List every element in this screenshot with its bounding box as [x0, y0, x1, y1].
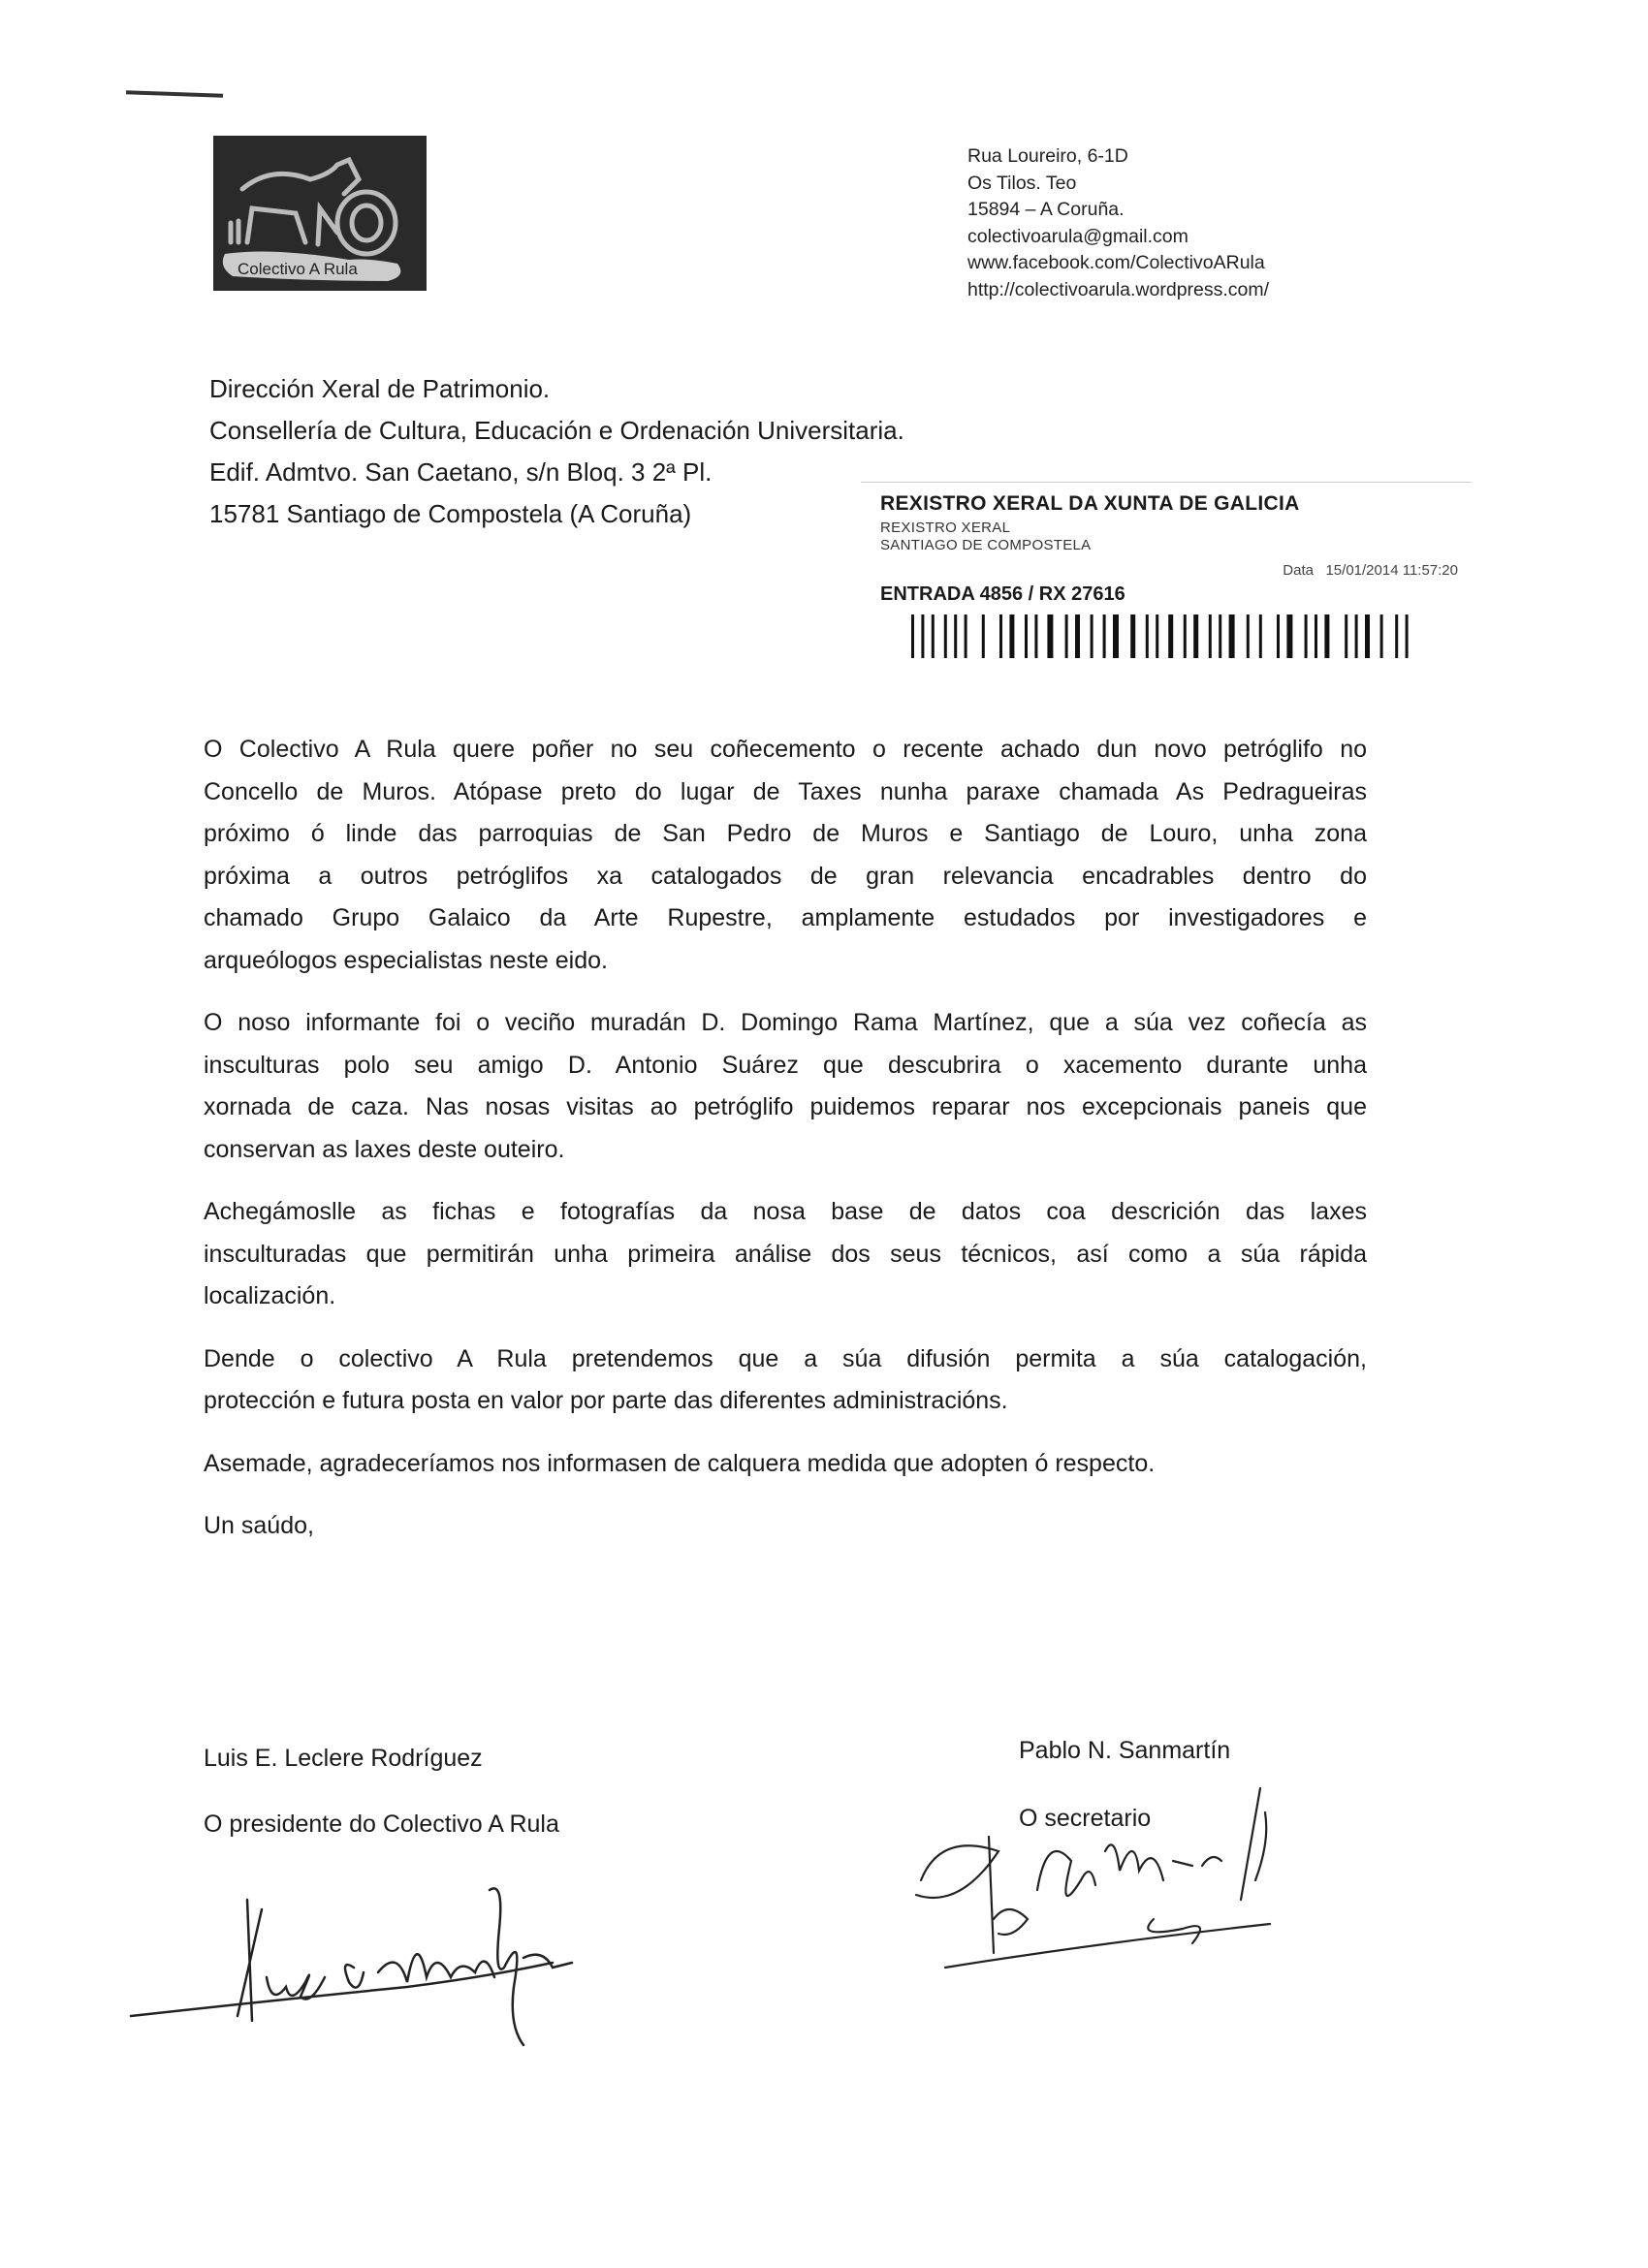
paragraph-line: chamado Grupo Galaico da Arte Rupestre, amplamente estudados por investigadores e — [204, 904, 1367, 931]
barcode-bar — [932, 614, 935, 658]
paragraph-line: conservan as laxes deste outeiro. — [204, 1135, 565, 1163]
barcode-bar — [1146, 614, 1149, 658]
letter-paragraph — [204, 1443, 1367, 1486]
address-email: colectivoarula@gmail.com — [967, 225, 1188, 247]
paragraph-line: Concello de Muros. Atópase preto do lugar de Taxes nunha paraxe chamada As Pedragueiras — [204, 777, 1367, 805]
barcode-bar — [1209, 614, 1212, 658]
barcode-bar — [1380, 614, 1383, 658]
barcode-bar — [1345, 614, 1347, 658]
barcode-bar — [1286, 614, 1292, 658]
barcode-bar — [1065, 614, 1068, 658]
barcode-bar — [1009, 614, 1014, 658]
address-website: http://colectivoarula.wordpress.com/ — [967, 278, 1270, 300]
barcode-bar — [1103, 614, 1106, 658]
address-locality: Os Tilos. Teo — [967, 172, 1077, 194]
recipient-line: Edif. Admtvo. San Caetano, s/n Bloq. 3 2ª Pl. — [209, 457, 713, 487]
paragraph-line: xornada de caza. Nas nosas visitas ao petróglifo puidemos reparar nos excepcionais paneis que — [204, 1093, 1367, 1120]
barcode — [911, 614, 1413, 658]
petroglyph-logo-icon — [213, 136, 427, 291]
letter-paragraph — [204, 1339, 1367, 1423]
address-street: Rua Loureiro, 6-1D — [967, 145, 1128, 167]
barcode-bar — [1219, 614, 1221, 658]
barcode-bar — [911, 614, 914, 658]
barcode-bar — [1365, 614, 1370, 658]
barcode-bar — [965, 614, 967, 658]
barcode-bar — [1406, 614, 1409, 658]
barcode-bar — [1113, 614, 1119, 658]
letter-body — [204, 729, 1367, 1568]
barcode-bar — [1075, 614, 1080, 658]
signatory-left-role: O presidente do Colectivo A Rula — [204, 1811, 559, 1838]
registry-stamp — [861, 482, 1472, 667]
recipient-line: Dirección Xeral de Patrimonio. — [209, 374, 551, 403]
paragraph-line: protección e futura posta en valor por parte das diferentes administracións. — [204, 1387, 1008, 1414]
barcode-bar — [1091, 614, 1093, 658]
paragraph-line: O Colectivo A Rula quere poñer no seu coñecemento o recente achado dun novo petróglifo no — [204, 736, 1367, 763]
barcode-bar — [1130, 614, 1135, 658]
stamp-entry-number: ENTRADA 4856 / RX 27616 — [880, 583, 1125, 605]
stamp-date — [1283, 562, 1458, 579]
recipient-line: Consellería de Cultura, Educación e Ordenación Universitaria. — [209, 416, 904, 445]
stamp-title: REXISTRO XERAL DA XUNTA DE GALICIA — [880, 492, 1300, 515]
barcode-bar — [921, 614, 924, 658]
barcode-bar — [1305, 614, 1308, 658]
barcode-bar — [1247, 614, 1250, 658]
stamp-office: REXISTRO XERAL — [880, 520, 1011, 536]
paragraph-line: arqueólogos especialistas neste eido. — [204, 946, 608, 974]
recipient-address — [209, 368, 904, 535]
paragraph-line: próximo ó linde das parroquias de San Pedro de Muros e Santiago de Louro, unha zona — [204, 820, 1367, 847]
barcode-bar — [1277, 614, 1280, 658]
barcode-bar — [1395, 614, 1398, 658]
barcode-bar — [1193, 614, 1198, 658]
signature-right — [902, 1774, 1357, 2026]
barcode-bar — [1168, 614, 1173, 658]
stamp-city: SANTIAGO DE COMPOSTELA — [880, 537, 1092, 553]
paragraph-line: insculturas polo seu amigo D. Antonio Suárez que descubrira o xacemento durante unha — [204, 1051, 1367, 1079]
letter-paragraph — [204, 1002, 1367, 1171]
paragraph-line: Un saúdo, — [204, 1512, 314, 1539]
letter-paragraph — [204, 1191, 1367, 1318]
barcode-bar — [1355, 614, 1358, 658]
address-facebook: www.facebook.com/ColectivoARula — [967, 252, 1265, 273]
sender-address — [967, 143, 1269, 303]
signatory-right-role: O secretario — [1019, 1805, 1152, 1832]
logo-text: Colectivo A Rula — [238, 260, 358, 278]
stamp-date-value: 15/01/2014 11:57:20 — [1325, 562, 1458, 579]
paragraph-line: Achegámoslle as fichas e fotografías da nosa base de datos coa descrición das laxes — [204, 1198, 1367, 1225]
letter-paragraph — [204, 729, 1367, 982]
letter-paragraph — [204, 1505, 1367, 1548]
barcode-bar — [999, 614, 1002, 658]
barcode-bar — [1025, 614, 1028, 658]
paragraph-line: localización. — [204, 1282, 336, 1309]
barcode-bar — [954, 614, 957, 658]
signatory-right-name: Pablo N. Sanmartín — [1019, 1737, 1231, 1764]
barcode-bar — [1047, 614, 1053, 658]
organization-logo — [213, 136, 427, 291]
barcode-bar — [944, 614, 947, 658]
barcode-bar — [982, 614, 985, 658]
barcode-bar — [1229, 614, 1235, 658]
barcode-bar — [1324, 614, 1329, 658]
barcode-bar — [1184, 614, 1187, 658]
paragraph-line: Asemade, agradeceríamos nos informasen de calquera medida que adopten ó respecto. — [204, 1449, 1156, 1477]
signatory-left-name: Luis E. Leclere Rodríguez — [204, 1745, 483, 1772]
scan-mark — [126, 90, 223, 97]
recipient-line: 15781 Santiago de Compostela (A Coruña) — [209, 499, 692, 528]
paragraph-line: O noso informante foi o veciño muradán D. Domingo Rama Martínez, que a súa vez coñecía as — [204, 1009, 1367, 1036]
paragraph-line: Dende o colectivo A Rula pretendemos que a súa difusión permita a súa catalogación, — [204, 1344, 1367, 1372]
paragraph-line: insculturadas que permitirán unha primeira análise dos seus técnicos, así como a súa rápida — [204, 1240, 1367, 1268]
barcode-bar — [1315, 614, 1317, 658]
signature-left — [116, 1871, 659, 2074]
barcode-bar — [1034, 614, 1037, 658]
address-postcode: 15894 – A Coruña. — [967, 199, 1125, 220]
paragraph-line: próxima a outros petróglifos xa catalogados de gran relevancia encadrables dentro do — [204, 862, 1367, 890]
barcode-bar — [1259, 614, 1262, 658]
barcode-bar — [1156, 614, 1158, 658]
stamp-date-label: Data — [1283, 562, 1314, 579]
